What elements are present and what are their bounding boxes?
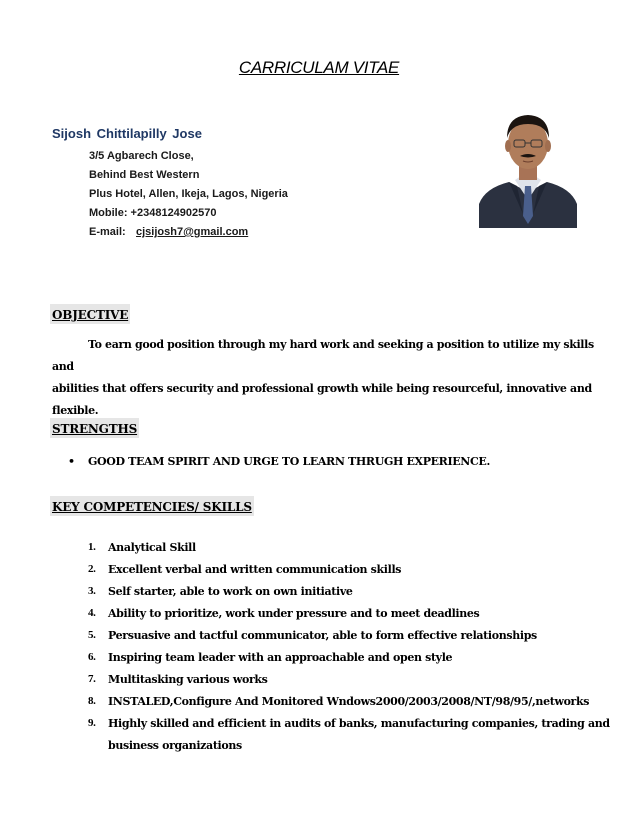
skill-number: 5. (88, 629, 96, 641)
skill-number: 1. (88, 541, 96, 553)
address-line-3: Plus Hotel, Allen, Ikeja, Lagos, Nigeria (89, 188, 288, 200)
skill-text: business organizations (108, 739, 242, 752)
skill-text: Self starter, able to work on own initiative (108, 585, 353, 598)
mobile-number: Mobile: +2348124902570 (89, 207, 217, 219)
objective-line-3: flexible. (52, 404, 99, 417)
profile-photo-image (479, 104, 577, 228)
skill-text: Analytical Skill (108, 541, 196, 554)
objective-text (52, 334, 597, 422)
objective-line-1: To earn good position through my hard work and seeking a position to utilize my skills and (52, 338, 594, 373)
strengths-heading: STRENGTHS (50, 418, 139, 438)
page-title: CARRICULAM VITAE (238, 58, 400, 77)
skill-text: Highly skilled and efficient in audits of banks, manufacturing companies, trading and (108, 717, 610, 730)
candidate-name: Sijosh Chittilapilly Jose (52, 126, 202, 141)
skill-text: Ability to prioritize, work under pressure and to meet deadlines (108, 607, 480, 620)
skill-number: 8. (88, 695, 96, 707)
strength-text: GOOD TEAM SPIRIT AND URGE TO LEARN THRUGH EXPERIENCE. (88, 455, 490, 468)
skill-number: 3. (88, 585, 96, 597)
skill-text: Multitasking various works (108, 673, 268, 686)
address-line-2: Behind Best Western (89, 169, 200, 181)
strength-item (68, 455, 490, 468)
email-link[interactable]: cjsijosh7@gmail.com (136, 226, 249, 238)
skill-text: INSTALED,Configure And Monitored Wndows2000/2003/2008/NT/98/95/,networks (108, 695, 590, 708)
email-label: E-mail: (89, 226, 126, 238)
skill-number: 7. (88, 673, 96, 685)
skill-number: 2. (88, 563, 96, 575)
objective-line-2: abilities that offers security and professional growth while being resourceful, innovative and (52, 382, 592, 395)
skill-number: 6. (88, 651, 96, 663)
skill-text: Persuasive and tactful communicator, able to form effective relationships (108, 629, 537, 642)
skill-number: 4. (88, 607, 96, 619)
bullet-icon: • (68, 455, 75, 468)
skills-heading: KEY COMPETENCIES/ SKILLS (50, 496, 254, 516)
objective-heading: OBJECTIVE (50, 304, 130, 324)
skill-number: 9. (88, 717, 96, 729)
skill-text: Excellent verbal and written communication skills (108, 563, 402, 576)
skill-text: Inspiring team leader with an approachable and open style (108, 651, 453, 664)
profile-photo (479, 104, 577, 228)
address-line-1: 3/5 Agbarech Close, (89, 150, 194, 162)
